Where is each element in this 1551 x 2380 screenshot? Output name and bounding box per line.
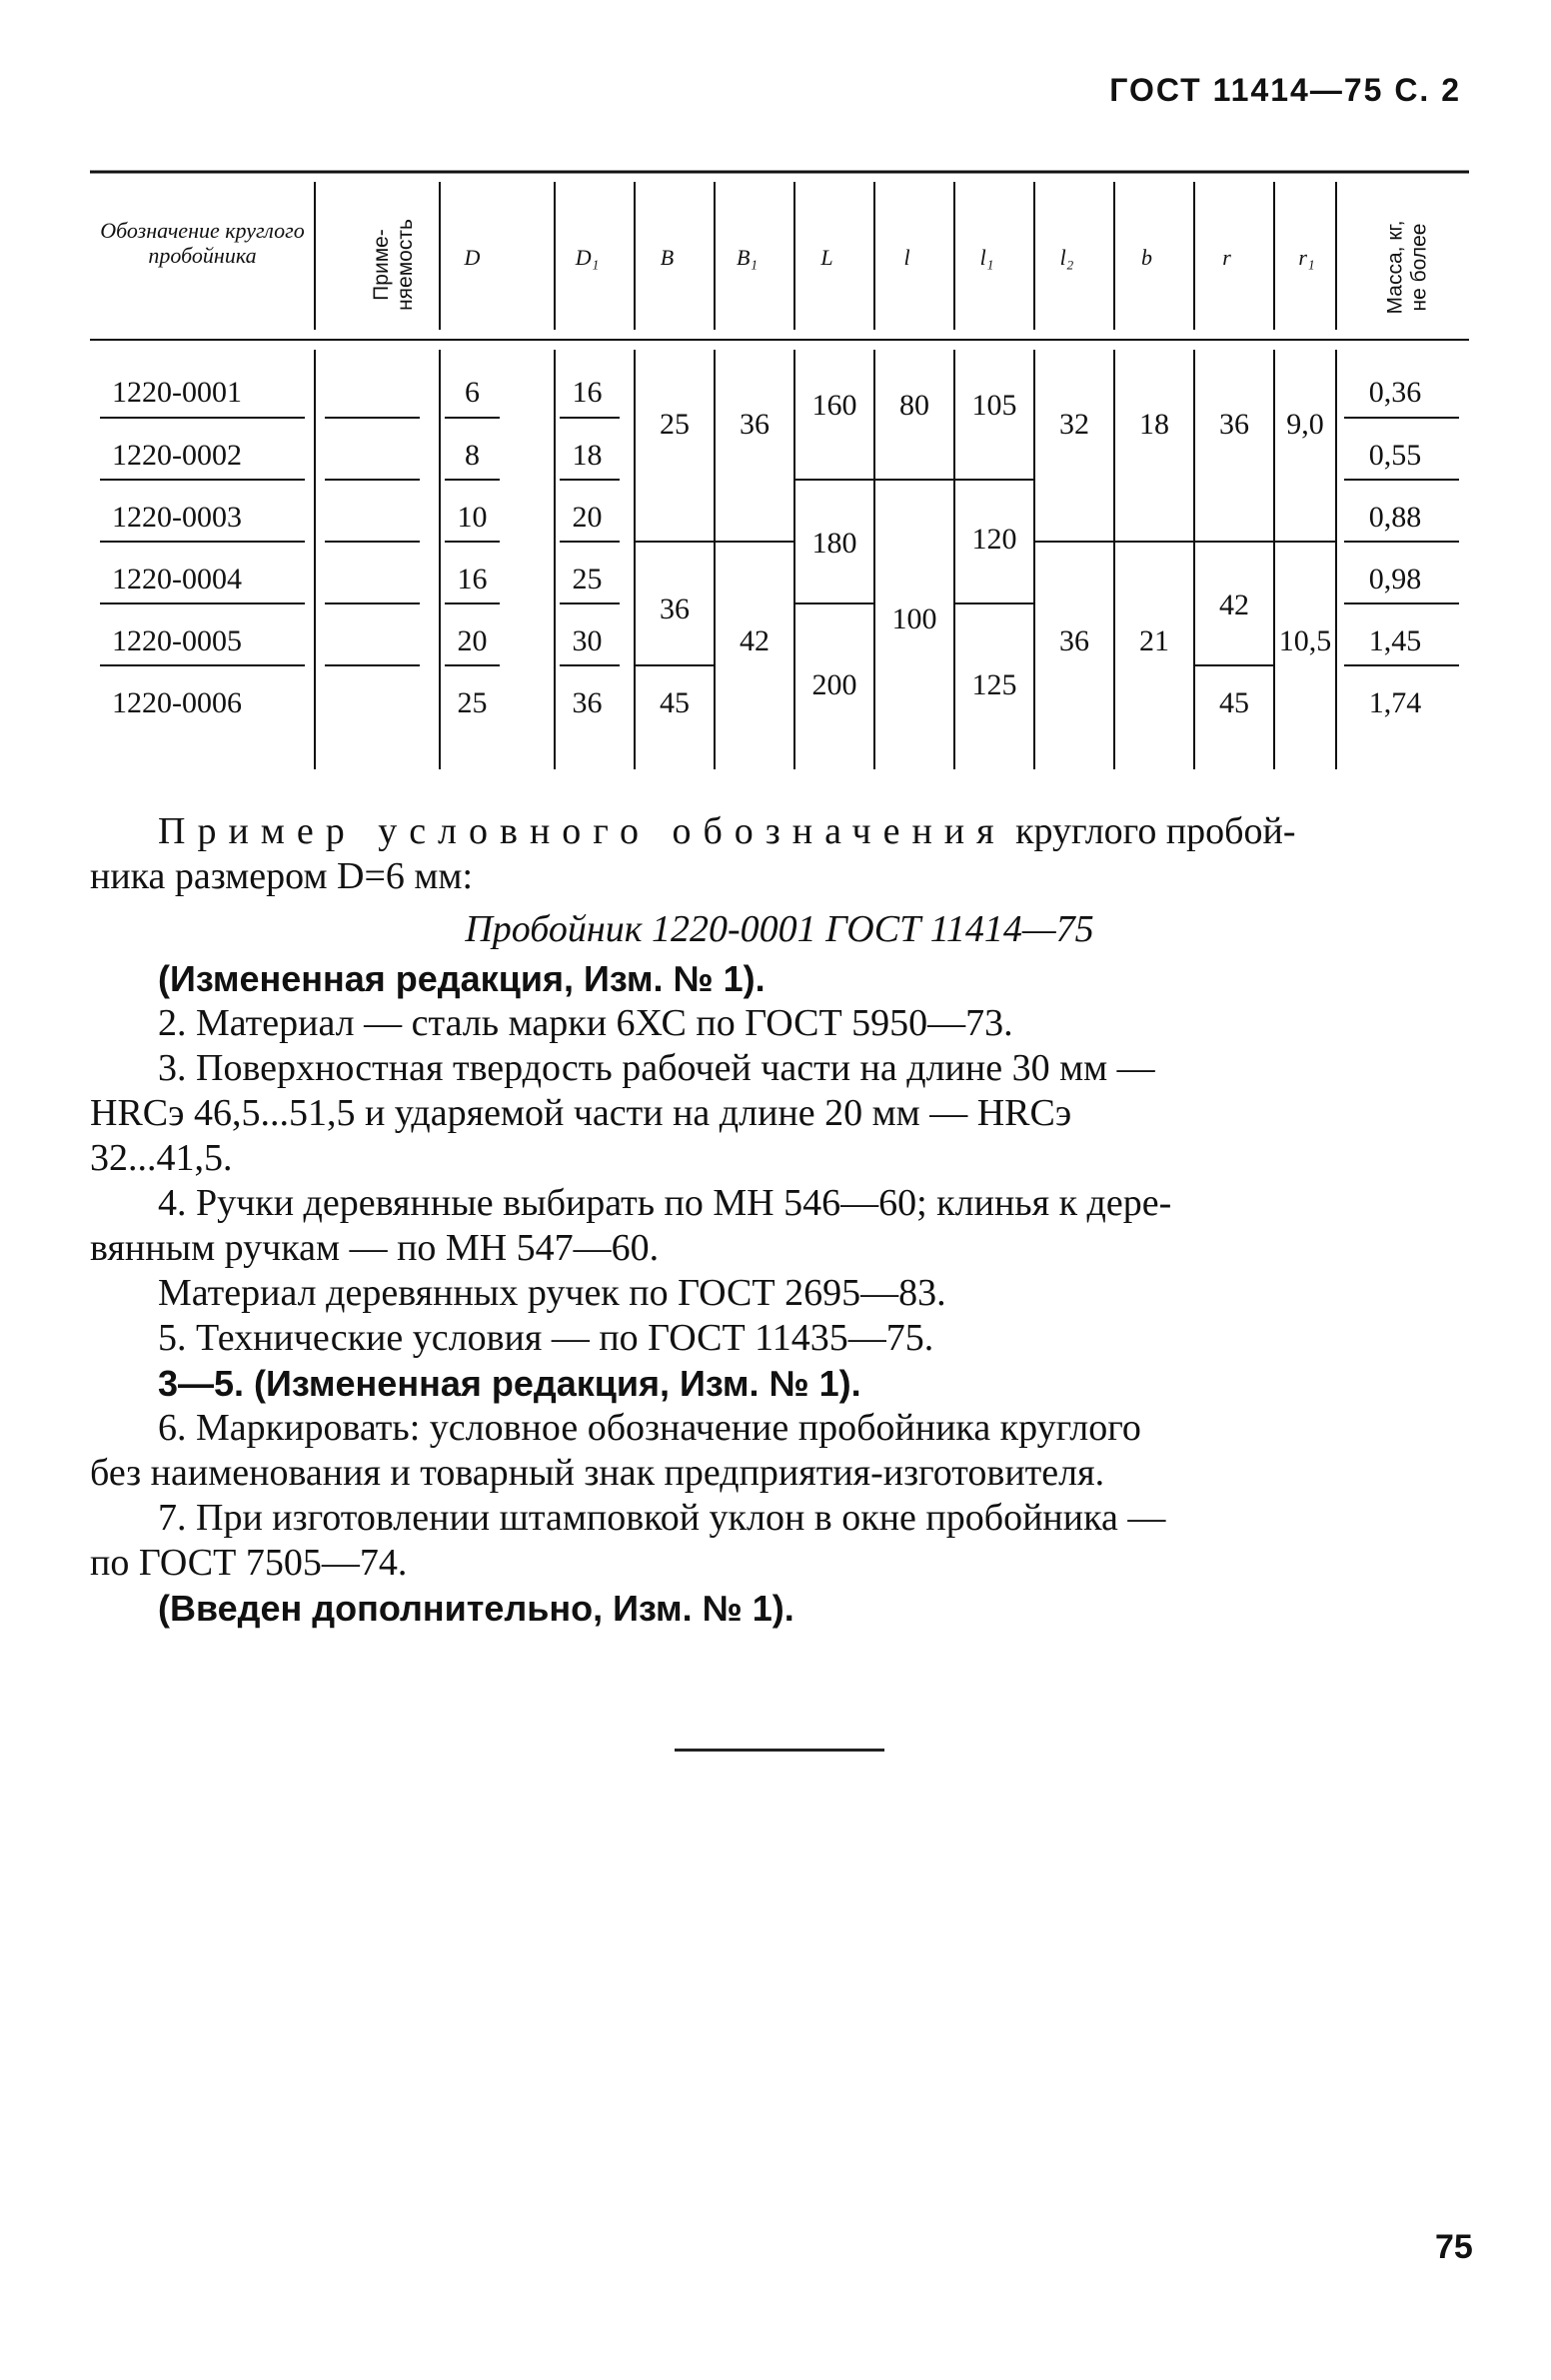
cell-mass: 0,36 bbox=[1368, 376, 1422, 409]
cell-l1: 105 bbox=[971, 389, 1017, 422]
cell-B: 45 bbox=[660, 686, 690, 719]
cell-D: 25 bbox=[457, 686, 488, 719]
header-r: r bbox=[1222, 245, 1231, 270]
cell-mass: 1,45 bbox=[1368, 624, 1422, 657]
running-header: ГОСТ 11414—75 С. 2 bbox=[1109, 72, 1461, 108]
cell-D1: 36 bbox=[572, 686, 603, 719]
example-intro bbox=[90, 809, 1469, 854]
cell-designation: 1220-0003 bbox=[112, 501, 242, 534]
header-L: L bbox=[820, 245, 833, 270]
example-intro-rest: круглого пробой- bbox=[1005, 810, 1296, 852]
item-4-line-1: 4. Ручки деревянные выбирать по МН 546—60; клинья к дере- bbox=[158, 1182, 1172, 1224]
example-intro-cont: ника размером D=6 мм: bbox=[90, 855, 474, 897]
cell-B: 36 bbox=[660, 593, 690, 625]
cell-designation: 1220-0005 bbox=[112, 624, 242, 657]
cell-D: 8 bbox=[465, 439, 480, 472]
header-l1: l₁ bbox=[979, 245, 994, 270]
cell-D1: 16 bbox=[572, 376, 603, 409]
footer-rule bbox=[675, 1749, 884, 1752]
header-b: b bbox=[1141, 245, 1152, 270]
cell-l1: 125 bbox=[971, 668, 1017, 701]
cell-D1: 18 bbox=[572, 439, 603, 472]
edit-note-2: 3—5. (Измененная редакция, Изм. № 1). bbox=[158, 1363, 861, 1404]
cell-mass: 0,55 bbox=[1368, 439, 1422, 472]
item-5: 5. Технические условия — по ГОСТ 11435—75. bbox=[158, 1317, 934, 1359]
cell-designation: 1220-0006 bbox=[112, 686, 242, 719]
dimensions-table bbox=[90, 170, 1469, 774]
cell-B: 25 bbox=[660, 408, 690, 441]
cell-l2: 32 bbox=[1059, 408, 1089, 441]
header-D: D bbox=[464, 245, 481, 270]
cell-r: 42 bbox=[1219, 589, 1249, 621]
edit-note-3: (Введен дополнительно, Изм. № 1). bbox=[158, 1588, 794, 1629]
cell-D: 16 bbox=[457, 563, 488, 595]
item-3-line-3: 32...41,5. bbox=[90, 1137, 233, 1179]
header-r1: r₁ bbox=[1298, 245, 1315, 270]
edit-note-1: (Измененная редакция, Изм. № 1). bbox=[158, 958, 766, 999]
item-2: 2. Материал — сталь марки 6ХС по ГОСТ 5950—73. bbox=[158, 1002, 1013, 1044]
header-D1: D₁ bbox=[575, 245, 600, 270]
cell-D: 10 bbox=[457, 501, 488, 534]
cell-l: 100 bbox=[891, 602, 937, 635]
item-6-line-2: без наименования и товарный знак предприятия-изготовителя. bbox=[90, 1452, 1105, 1494]
cell-L: 200 bbox=[811, 668, 857, 701]
cell-D1: 20 bbox=[572, 501, 603, 534]
cell-b: 21 bbox=[1139, 624, 1169, 657]
cell-r: 36 bbox=[1219, 408, 1249, 441]
header-l: l bbox=[903, 245, 910, 270]
designation-example: Пробойник 1220-0001 ГОСТ 11414—75 bbox=[465, 908, 1094, 950]
cell-D1: 25 bbox=[572, 563, 603, 595]
body-text bbox=[90, 809, 1469, 1631]
cell-l: 80 bbox=[899, 389, 929, 422]
item-3-line-2: HRCэ 46,5...51,5 и ударяемой части на длине 20 мм — HRCэ bbox=[90, 1092, 1072, 1134]
cell-L: 160 bbox=[811, 389, 857, 422]
header-applicability: Приме- няемость bbox=[370, 219, 417, 311]
handles-material: Материал деревянных ручек по ГОСТ 2695—83. bbox=[158, 1272, 946, 1314]
cell-mass: 0,88 bbox=[1368, 501, 1422, 534]
example-intro-spaced: Пример условного обозначения bbox=[158, 810, 1006, 852]
cell-B1: 36 bbox=[740, 408, 770, 441]
cell-mass: 0,98 bbox=[1368, 563, 1422, 595]
cell-L: 180 bbox=[811, 527, 857, 560]
cell-mass: 1,74 bbox=[1368, 686, 1422, 719]
cell-l1: 120 bbox=[971, 523, 1017, 556]
cell-designation: 1220-0002 bbox=[112, 439, 242, 472]
page-number: 75 bbox=[1435, 2228, 1473, 2266]
cell-D: 6 bbox=[465, 376, 480, 409]
item-3-line-1: 3. Поверхностная твердость рабочей части на длине 30 мм — bbox=[158, 1047, 1155, 1089]
cell-r1: 10,5 bbox=[1278, 624, 1332, 657]
header-mass: Масса, кг, не более bbox=[1383, 220, 1431, 315]
cell-designation: 1220-0001 bbox=[112, 376, 242, 409]
cell-r: 45 bbox=[1219, 686, 1249, 719]
cell-D: 20 bbox=[457, 624, 488, 657]
item-4-line-2: вянным ручкам — по МН 547—60. bbox=[90, 1227, 660, 1269]
cell-b: 18 bbox=[1139, 408, 1169, 441]
item-7-line-2: по ГОСТ 7505—74. bbox=[90, 1542, 408, 1584]
cell-l2: 36 bbox=[1059, 624, 1089, 657]
cell-D1: 30 bbox=[572, 624, 603, 657]
item-6-line-1: 6. Маркировать: условное обозначение пробойника круглого bbox=[158, 1407, 1141, 1449]
cell-designation: 1220-0004 bbox=[112, 563, 242, 595]
header-l2: l₂ bbox=[1059, 245, 1074, 270]
header-B1: B₁ bbox=[736, 245, 759, 270]
item-7-line-1: 7. При изготовлении штамповкой уклон в окне пробойника — bbox=[158, 1497, 1166, 1539]
cell-r1: 9,0 bbox=[1286, 408, 1324, 441]
header-B: B bbox=[660, 245, 675, 270]
cell-B1: 42 bbox=[740, 624, 770, 657]
header-designation: Обозначение круглого пробойника bbox=[100, 218, 305, 268]
